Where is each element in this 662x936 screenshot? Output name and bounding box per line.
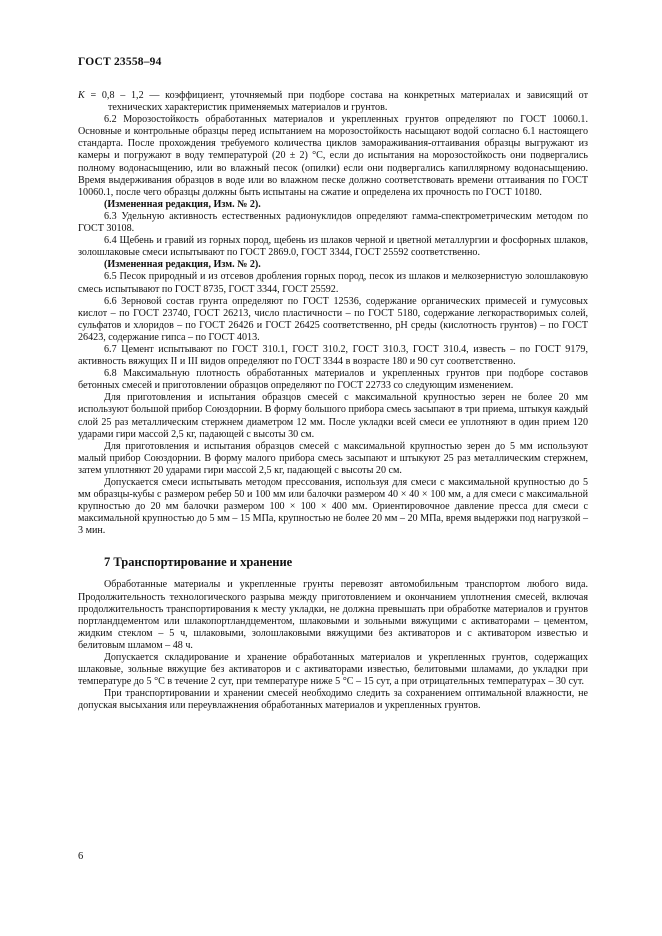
standard-header: ГОСТ 23558–94 (78, 56, 162, 68)
paragraph-6-6: 6.6 Зерновой состав грунта определяют по ГОСТ 12536, содержание органических примесей и гумусовых кислот – по ГОСТ 23740, ГОСТ 26213, число пластичности – по ГОСТ 5180, содержание легкорастворимых солей, сульфатов и хлоридов – по ГОСТ 26426 и ГОСТ 26425 соответственно, рН среды (кислотность грунтов) – по ГОСТ 26423, содержание гипса – по ГОСТ 4013. (78, 295, 588, 343)
section-7-title: 7 Транспортирование и хранение (104, 555, 293, 570)
paragraph-group-b (78, 211, 588, 259)
coefficient-symbol: K (78, 90, 85, 101)
coefficient-definition-text: = 0,8 – 1,2 — коэффициент, уточняемый при подборе состава на конкретных материалах и зависящий от технических характеристик применяемых материалов и грунтов. (84, 90, 588, 114)
paragraph-6-3: 6.3 Удельную активность естественных радионуклидов определяют гамма-спектрометрическим методом по ГОСТ 30108. (78, 210, 588, 235)
coefficient-definition (78, 90, 588, 114)
paragraph-6-7: 6.7 Цемент испытывают по ГОСТ 310.1, ГОСТ 310.2, ГОСТ 310.3, ГОСТ 310.4, известь – по ГОСТ 9179, активность вяжущих II и III видов определяют по ГОСТ 3344 в возрасте 180 и 90 сут соответственно. (78, 343, 588, 368)
edit-note-1: (Измененная редакция, Изм. № 2). (104, 198, 261, 210)
document-body (78, 90, 588, 713)
section-7-paragraph: Допускается складирование и хранение обработанных материалов и укрепленных грунтов, содержащих шлаковые, зольные вяжущие без активаторов и с активаторами известью, белитовыми шламами, до укладки при температуре до 5 °С в течение 2 сут, при температуре ниже 5 °С – 15 сут, а при отрицательных температурах – 30 сут. (78, 652, 588, 688)
section-7-paragraph: Обработанные материалы и укрепленные грунты перевозят автомобильным транспортом любого вида. Продолжительность технологического разрыва между приготовлением и окончанием уплотнения смесей, включая продолжительность транспортирования к месту укладки, не должна превышать при обработке материалов и грунтов портландцементом или шлакопортландцементом, шлаковыми и зольными вяжущими с активаторами – цементом, жидким стеклом – 5 ч, шлаковыми, золошлаковыми вяжущими без активаторов и с активатором известью и белитовым шламом – 48 ч. (78, 579, 588, 651)
paragraph-6-8: 6.8 Максимальную плотность обработанных материалов и укрепленных грунтов при подборе составов бетонных смесей и приготовлении образцов определяют по ГОСТ 22733 со следующим изменением. (78, 368, 588, 392)
paragraph-group-c (78, 271, 588, 537)
paragraph-small-device: Для приготовления и испытания образцов смесей с максимальной крупностью зерен до 5 мм используют малый прибор Союздорнии. В форму малого прибора смесь засыпают и штыкуют 25 раз металлическим стержнем, затем уплотняют 20 ударами гири массой 2,5 кг, падающей с высоты 20 см. (78, 440, 588, 476)
section-7-paragraph: При транспортировании и хранении смесей необходимо следить за сохранением оптимальной влажности, не допуская высыхания или переувлажнения обработанных материалов и укрепленных грунтов. (78, 688, 588, 712)
paragraph-6-2: 6.2 Морозостойкость обработанных материалов и укрепленных грунтов определяют по ГОСТ 10060.1. Основные и контрольные образцы перед испытанием на морозостойкость насыщают водой согласно 6.1 настоящего стандарта. После прохождения требуемого количества циклов замораживания-оттаивания образцы выгружают из камеры и погружают в воду температурой (20 ± 2) °С, если до испытания на морозостойкость они подвергались полному водонасыщению, или во влажный песок (опилки) если они подвергались капиллярному водонасыщению. Время выдерживания образцов в воде или во влажном песке должно соответствовать времени оттаивания по ГОСТ 10060.1, после чего образцы должны быть испытаны на сжатие и определена их прочность по ГОСТ 10180. (78, 114, 588, 198)
edit-note-2: (Измененная редакция, Изм. № 2). (104, 259, 261, 271)
page-number: 6 (78, 851, 84, 862)
paragraph-pressing-method: Допускается смеси испытывать методом прессования, используя для смеси с максимальной крупностью до 5 мм образцы-кубы с размером ребер 50 и 100 мм или балочки размером 40 × 40 × 100 мм, а для смеси с максимальной крупностью до 20 мм балочки размером 100 × 100 × 400 мм. Ориентировочное давление пресса для смеси с максимальной крупностью до 5 мм – 15 МПа, крупностью не более 20 мм – 20 МПа, время выдержки под нагрузкой – 3 мин. (78, 477, 588, 537)
section-7-body (78, 579, 588, 712)
paragraph-large-device: Для приготовления и испытания образцов смесей с максимальной крупностью зерен не более 20 мм используют большой прибор Союздорнии. В форму большого прибора смесь засыпают в три приема, штыкуя каждый слой 25 раз металлическим стержнем диаметром 12 мм. После укладки всей смеси ее уплотняют в один прием 120 ударами гири массой 2,5 кг, падающей с высоты 30 см. (78, 392, 588, 440)
paragraph-6-4: 6.4 Щебень и гравий из горных пород, щебень из шлаков черной и цветной металлургии и фосфорных шлаков, золошлаковые смеси испытывают по ГОСТ 2869.0, ГОСТ 3344, ГОСТ 25592 соответственно. (78, 235, 588, 259)
paragraph-6-5: 6.5 Песок природный и из отсевов дробления горных пород, песок из шлаков и мелкозернистую золошлаковую смесь испытывают по ГОСТ 8735, ГОСТ 3344, ГОСТ 25592. (78, 271, 588, 295)
paragraph-group-a (78, 114, 588, 199)
